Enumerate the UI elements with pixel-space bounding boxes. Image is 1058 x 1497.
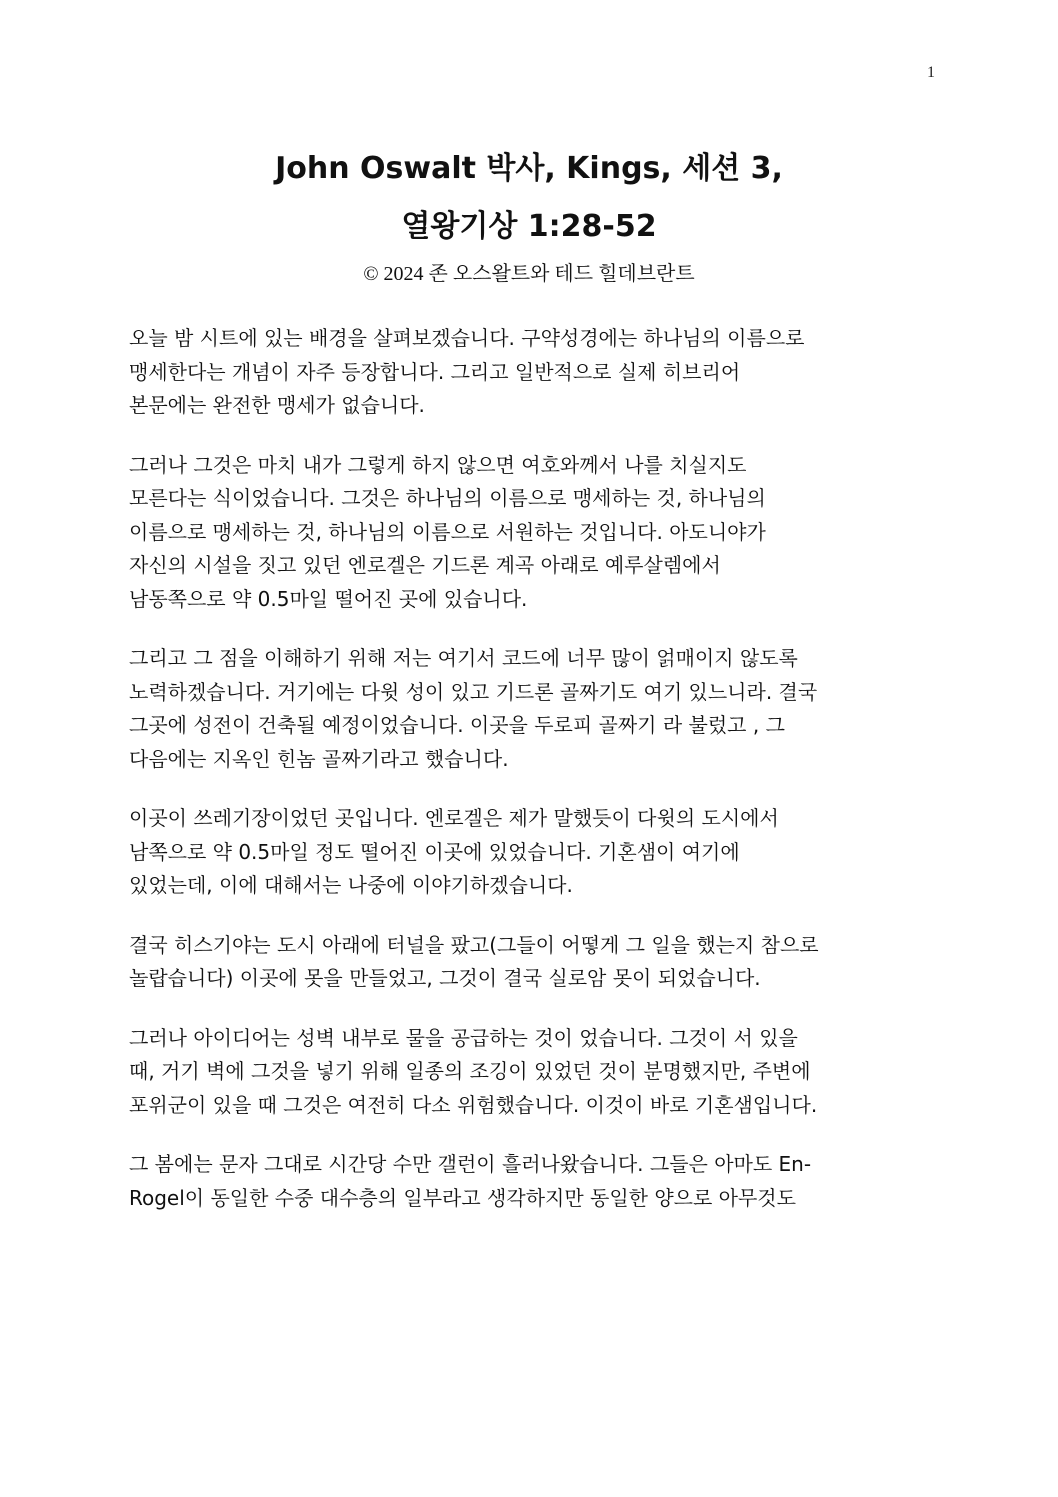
paragraph-line: 있었는데, 이에 대해서는 나중에 이야기하겠습니다. — [129, 873, 573, 897]
paragraph-line: 때, 거기 벽에 그것을 넣기 위해 일종의 조깅이 있었던 것이 분명했지만, 주변에 — [129, 1059, 811, 1083]
paragraph-line: 오늘 밤 시트에 있는 배경을 살펴보겠습니다. 구약성경에는 하나님의 이름으로 — [129, 326, 805, 350]
paragraph-6 — [129, 1022, 934, 1123]
paragraph-line: 놀랍습니다) 이곳에 못을 만들었고, 그것이 결국 실로암 못이 되었습니다. — [129, 966, 761, 990]
page-number: 1 — [927, 64, 935, 81]
paragraph-line: 본문에는 완전한 맹세가 없습니다. — [129, 393, 425, 417]
paragraph-line: 그러나 아이디어는 성벽 내부로 물을 공급하는 것이 었습니다. 그것이 서 있을 — [129, 1025, 798, 1050]
paragraph-line: 남쪽으로 약 0.5마일 정도 떨어진 이곳에 있었습니다. 기혼샘이 여기에 — [129, 839, 740, 864]
paragraph-1 — [129, 322, 934, 423]
paragraph-line: 이름으로 맹세하는 것, 하나님의 이름으로 서원하는 것입니다. 아도니야가 — [129, 519, 766, 544]
paragraph-line: 그 봄에는 문자 그대로 시간당 수만 갤런이 흘러나왔습니다. 그들은 아마도 En- — [129, 1152, 812, 1176]
paragraph-line: 포위군이 있을 때 그것은 여전히 다소 위험했습니다. 이것이 바로 기혼샘입니다. — [129, 1092, 818, 1117]
paragraph-7 — [129, 1148, 934, 1215]
paragraph-line: 다음에는 지옥인 힌놈 골짜기라고 했습니다. — [129, 746, 509, 771]
paragraph-line: 그러나 그것은 마치 내가 그렇게 하지 않으면 여호와께서 나를 치실지도 — [129, 452, 747, 477]
paragraph-line: 이곳이 쓰레기장이었던 곳입니다. 엔로겔은 제가 말했듯이 다윗의 도시에서 — [129, 806, 779, 830]
document-title-line-2: 열왕기상 1:28-52 — [401, 209, 657, 244]
paragraph-line: 그곳에 성전이 건축될 예정이었습니다. 이곳을 두로피 골짜기 라 불렀고 , 그 — [129, 713, 785, 737]
paragraph-3 — [129, 642, 934, 776]
paragraph-line: 자신의 시설을 짓고 있던 엔로겔은 기드론 계곡 아래로 예루살렘에서 — [129, 553, 721, 577]
paragraph-line: 노력하겠습니다. 거기에는 다윗 성이 있고 기드론 골짜기도 여기 있느니라. 결국 — [129, 679, 818, 704]
paragraph-2 — [129, 449, 934, 617]
document-title-line-1: John Oswalt 박사, Kings, 세션 3, — [275, 151, 783, 186]
paragraph-line: 모른다는 식이었습니다. 그것은 하나님의 이름으로 맹세하는 것, 하나님의 — [129, 486, 766, 510]
paragraph-line: 그리고 그 점을 이해하기 위해 저는 여기서 코드에 너무 많이 얽매이지 않도록 — [129, 646, 798, 670]
paragraph-line: 결국 히스기야는 도시 아래에 터널을 팠고(그들이 어떻게 그 일을 했는지 참으로 — [129, 932, 819, 957]
paragraph-line: 맹세한다는 개념이 자주 등장합니다. 그리고 일반적으로 실제 히브리어 — [129, 359, 741, 384]
paragraph-5 — [129, 929, 934, 996]
paragraph-line: 남동쪽으로 약 0.5마일 떨어진 곳에 있습니다. — [129, 586, 528, 611]
paragraph-4 — [129, 802, 934, 903]
copyright-notice: © 2024 존 오스왈트와 테드 힐데브란트 — [363, 263, 695, 285]
document-body — [129, 322, 934, 1241]
paragraph-line: Rogel이 동일한 수중 대수층의 일부라고 생각하지만 동일한 양으로 아무것도 — [129, 1185, 796, 1210]
